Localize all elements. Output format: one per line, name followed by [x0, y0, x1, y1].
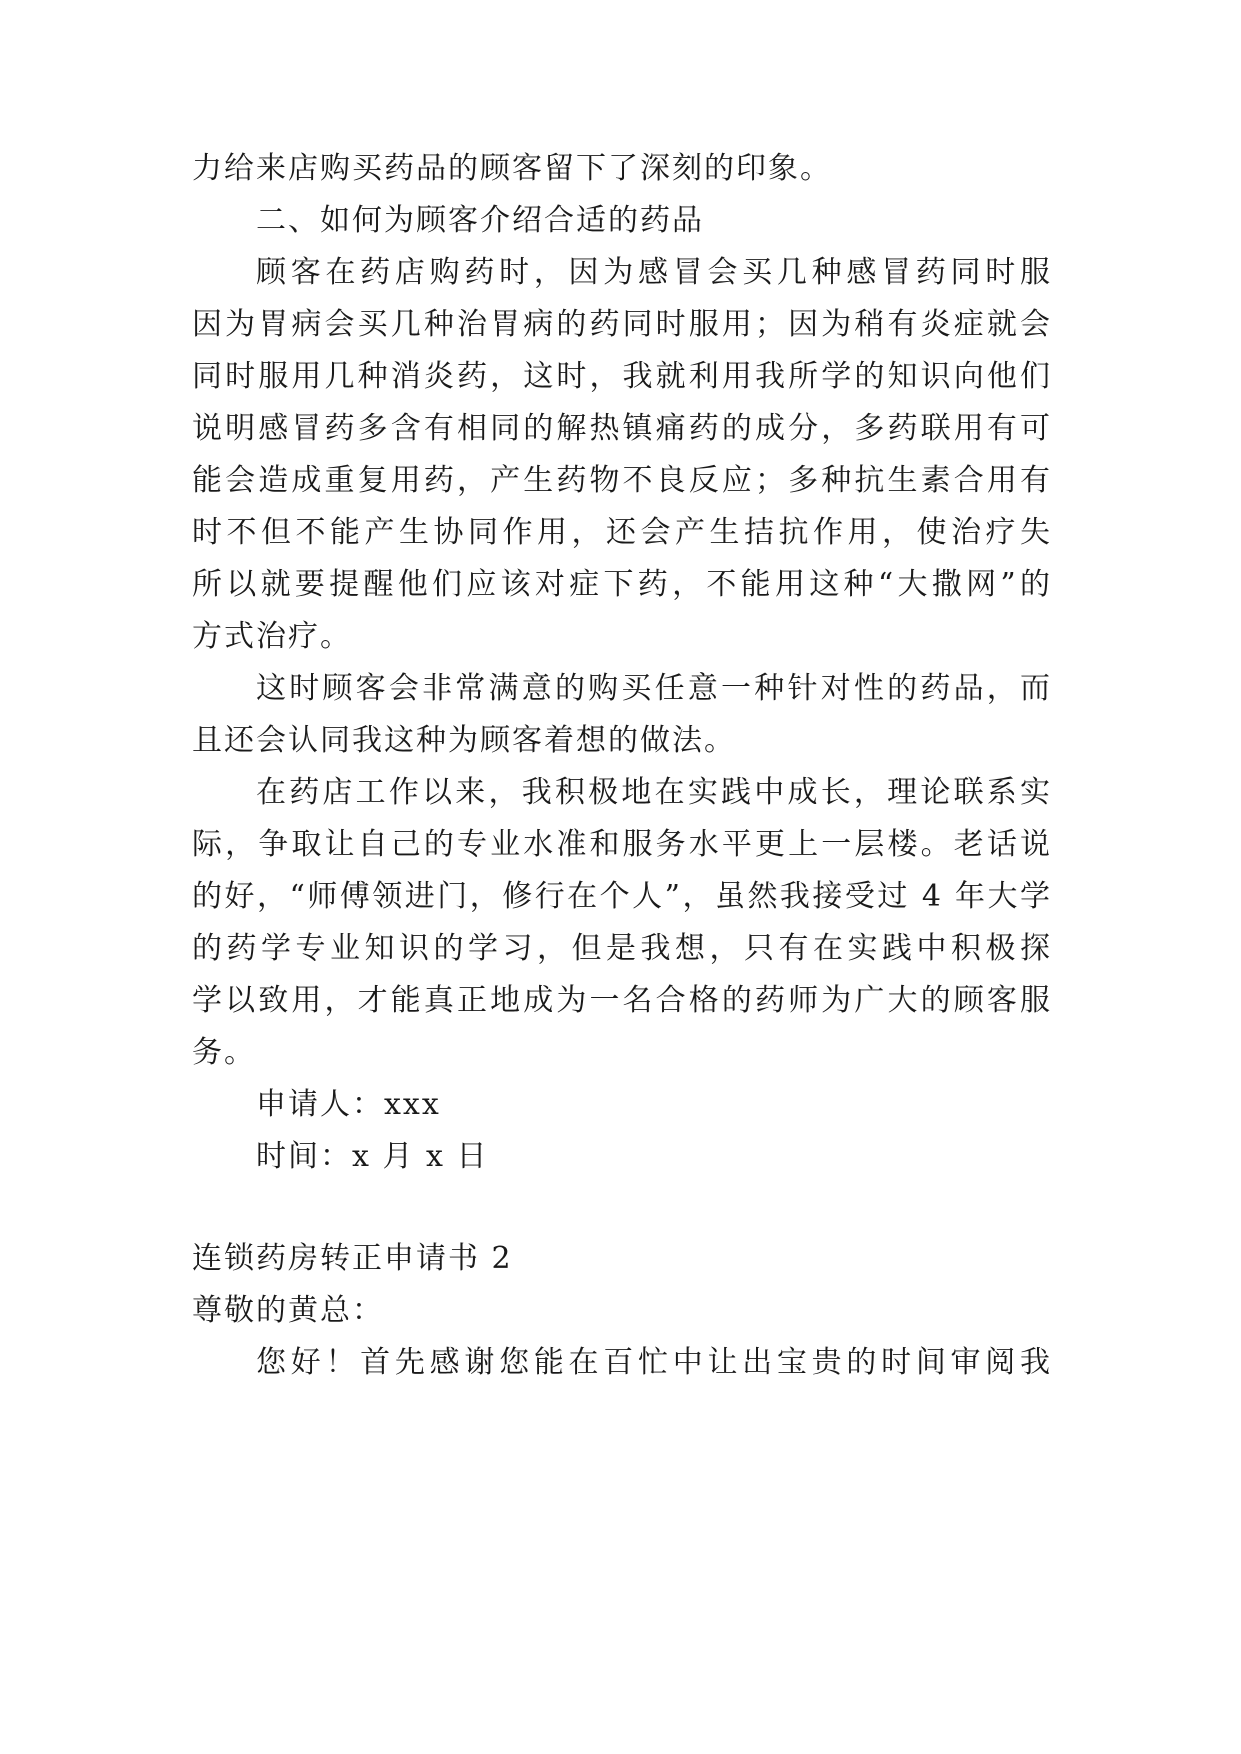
paragraph-line: 的药学专业知识的学习，但是我想，只有在实践中积极探: [192, 931, 1052, 966]
paragraph-line: 您好！首先感谢您能在百忙中让出宝贵的时间审阅我: [256, 1345, 1052, 1380]
section-heading: 二、如何为顾客介绍合适的药品: [256, 203, 704, 238]
salutation: 尊敬的黄总：: [192, 1293, 384, 1328]
paragraph-line: 务。: [192, 1035, 256, 1070]
paragraph-line: 方式治疗。: [192, 619, 352, 654]
paragraph-line: 能会造成重复用药，产生药物不良反应；多种抗生素合用有: [192, 463, 1052, 498]
paragraph-line: 同时服用几种消炎药，这时，我就利用我所学的知识向他们: [192, 359, 1052, 394]
paragraph-line: 的好，“师傅领进门，修行在个人”，虽然我接受过 4 年大学: [192, 879, 1052, 914]
paragraph-line: 在药店工作以来，我积极地在实践中成长，理论联系实: [256, 775, 1052, 810]
paragraph-line: 顾客在药店购药时，因为感冒会买几种感冒药同时服: [256, 255, 1052, 290]
paragraph-line: 且还会认同我这种为顾客着想的做法。: [192, 723, 736, 758]
paragraph-line: 力给来店购买药品的顾客留下了深刻的印象。: [192, 151, 832, 186]
paragraph-line: 这时顾客会非常满意的购买任意一种针对性的药品，而: [256, 671, 1052, 706]
paragraph-line: 所以就要提醒他们应该对症下药，不能用这种“大撒网”的: [192, 567, 1052, 602]
paragraph-line: 时不但不能产生协同作用，还会产生拮抗作用，使治疗失: [192, 515, 1052, 550]
applicant-signature: 申请人：xxx: [256, 1087, 441, 1122]
paragraph-line: 说明感冒药多含有相同的解热镇痛药的成分，多药联用有可: [192, 411, 1052, 446]
paragraph-line: 因为胃病会买几种治胃病的药同时服用；因为稍有炎症就会: [192, 307, 1052, 342]
paragraph-line: 学以致用，才能真正地成为一名合格的药师为广大的顾客服: [192, 983, 1052, 1018]
paragraph-line: 际，争取让自己的专业水准和服务水平更上一层楼。老话说: [192, 827, 1052, 862]
document-title: 连锁药房转正申请书 2: [192, 1241, 513, 1276]
date-line: 时间：x 月 x 日: [256, 1139, 489, 1174]
